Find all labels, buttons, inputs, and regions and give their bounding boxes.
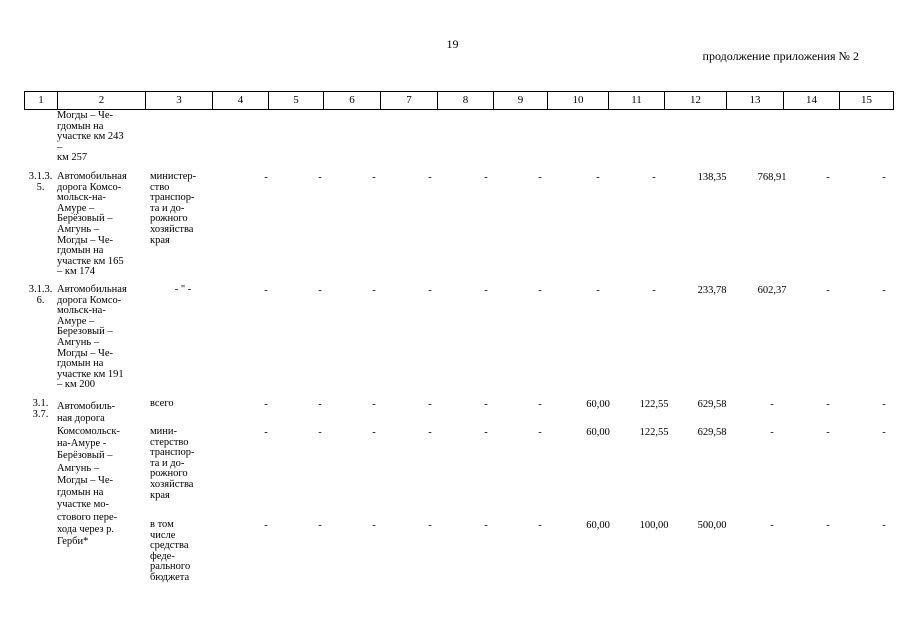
- cell-value: 768,91: [757, 172, 787, 183]
- col-header: 7: [381, 92, 438, 110]
- row-executor-line: мини-: [150, 426, 177, 437]
- cell-value: 60,00: [586, 399, 610, 410]
- cell-value: -: [372, 399, 376, 410]
- row-executor-line: транспор-: [150, 447, 195, 459]
- row-name-line: мольск-на-: [57, 305, 106, 317]
- cell-value: -: [826, 520, 830, 531]
- cell-value: 629,58: [697, 399, 727, 410]
- cell-value: -: [372, 172, 376, 183]
- cell-value: 122,55: [639, 427, 669, 438]
- row-name-line: дорога Комсо-: [57, 294, 122, 306]
- row-executor-line: числе: [150, 529, 176, 541]
- cell-value: -: [826, 285, 830, 296]
- cell-value: -: [538, 399, 542, 410]
- row-name-line: – км 200: [57, 379, 95, 391]
- row-name-line: участке км 165: [57, 255, 124, 267]
- cell-value: -: [538, 285, 542, 296]
- row-name-line: Могды – Че-: [57, 110, 113, 121]
- row-name-line: Берёзовый –: [57, 213, 113, 225]
- cell-value: 233,78: [697, 285, 727, 296]
- row-name-line: участке км 191: [57, 368, 124, 380]
- row-name-line: Амгунь –: [57, 224, 100, 235]
- row-executor-line: края: [150, 234, 170, 246]
- row-executor-line: транспор-: [150, 192, 195, 204]
- row-code: 3.7.: [32, 408, 49, 420]
- col-header: 4: [213, 92, 269, 110]
- cell-value: -: [484, 399, 488, 410]
- row-name-line: Амуре –: [57, 315, 95, 327]
- row-name-line: стового пере-: [57, 511, 118, 523]
- cell-value: -: [538, 427, 542, 438]
- cell-value: 100,00: [639, 520, 669, 531]
- cell-value: -: [318, 520, 322, 531]
- cell-value: -: [428, 285, 432, 296]
- col-header: 1: [25, 92, 58, 110]
- cell-value: 122,55: [639, 399, 669, 410]
- cell-value: -: [770, 427, 774, 438]
- row-code: 3.1.: [32, 398, 49, 409]
- row-name-line: хода через р.: [57, 524, 115, 535]
- row-executor-line: министер-: [150, 171, 197, 182]
- row-name-line: Амуре –: [57, 202, 95, 214]
- cell-value: -: [652, 285, 656, 296]
- row-name-line: Берёзовый –: [57, 450, 113, 462]
- cell-value: -: [428, 172, 432, 183]
- row-name-line: гдомын на: [57, 358, 104, 370]
- row-name-line: Автомобильная: [57, 284, 127, 295]
- row-name-line: ная дорога: [57, 413, 105, 425]
- col-header: 5: [269, 92, 324, 110]
- cell-value: -: [318, 285, 322, 296]
- cell-value: -: [264, 399, 268, 410]
- cell-value: -: [538, 520, 542, 531]
- row-executor-line: всего: [150, 398, 174, 409]
- row-code: 6.: [36, 294, 45, 306]
- row-code: 5.: [36, 181, 45, 193]
- cell-value: 602,37: [757, 285, 787, 296]
- cell-value: -: [372, 285, 376, 296]
- row-executor-line: бюджета: [150, 572, 190, 583]
- cell-value: -: [264, 427, 268, 438]
- row-name-line: – км 174: [57, 266, 95, 278]
- cell-value: -: [882, 520, 886, 531]
- row-name-line: Могды – Че-: [57, 234, 113, 246]
- cell-value: -: [484, 520, 488, 531]
- row-name-line: –: [57, 141, 63, 153]
- row-name-line: Комсомольск-: [57, 425, 120, 437]
- row-executor-line: та и до-: [150, 202, 185, 214]
- cell-value: -: [264, 172, 268, 183]
- row-code: 3.1.3.: [28, 284, 53, 295]
- cell-value: -: [770, 520, 774, 531]
- cell-value: -: [264, 520, 268, 531]
- cell-value: 60,00: [586, 427, 610, 438]
- cell-value: -: [826, 172, 830, 183]
- cell-value: -: [826, 427, 830, 438]
- cell-value: 138,35: [697, 172, 727, 183]
- row-name-line: км 257: [57, 152, 88, 164]
- row-name-line: гдомын на: [57, 120, 104, 132]
- col-header: 3: [146, 92, 213, 110]
- cell-value: -: [882, 427, 886, 438]
- cell-value: -: [538, 172, 542, 183]
- row-executor-line: феде-: [150, 550, 175, 562]
- col-header: 15: [840, 92, 894, 110]
- row-name-line: Могды – Че-: [57, 474, 113, 486]
- page-number: 19: [446, 37, 459, 51]
- row-code: 3.1.3.: [28, 171, 53, 182]
- row-name-line: на-Амуре -: [57, 437, 107, 449]
- continuation-label: продолжение приложения № 2: [702, 49, 859, 63]
- cell-value: -: [318, 399, 322, 410]
- col-header: 6: [324, 92, 381, 110]
- row-name-line: Герби*: [57, 536, 89, 548]
- row-name-line: Автомобиль-: [57, 401, 116, 412]
- cell-value: -: [596, 172, 600, 183]
- cell-value: -: [882, 172, 886, 183]
- row-name-line: участке км 243: [57, 131, 124, 143]
- column-header-row: [24, 91, 894, 110]
- col-header: 11: [609, 92, 665, 110]
- row-executor-line: рожного: [150, 213, 188, 225]
- row-executor-line: края: [150, 489, 170, 501]
- cell-value: -: [372, 427, 376, 438]
- col-header: 9: [494, 92, 548, 110]
- cell-value: -: [428, 399, 432, 410]
- row-executor-line: рального: [150, 561, 191, 573]
- cell-value: -: [882, 399, 886, 410]
- row-executor-line: в том: [150, 519, 174, 530]
- cell-value: -: [826, 399, 830, 410]
- row-executor-line: та и до-: [150, 457, 185, 469]
- row-executor-line: стерство: [150, 436, 189, 448]
- row-executor-line: хозяйства: [150, 224, 194, 235]
- row-name-line: гдомын на: [57, 245, 104, 257]
- col-header: 13: [727, 92, 784, 110]
- cell-value: -: [770, 399, 774, 410]
- cell-value: -: [264, 285, 268, 296]
- cell-value: -: [882, 285, 886, 296]
- row-name-line: Амгунь –: [57, 337, 100, 348]
- row-name-line: Березовый –: [57, 326, 113, 338]
- row-executor-line: ство: [150, 181, 170, 193]
- cell-value: -: [318, 172, 322, 183]
- row-name-line: Автомобильная: [57, 171, 127, 182]
- cell-value: -: [596, 285, 600, 296]
- col-header: 14: [784, 92, 840, 110]
- row-executor-line: хозяйства: [150, 479, 194, 490]
- col-header: 8: [438, 92, 494, 110]
- row-executor-line: рожного: [150, 468, 188, 480]
- cell-value: -: [428, 520, 432, 531]
- row-name-line: мольск-на-: [57, 192, 106, 204]
- col-header: 2: [58, 92, 146, 110]
- col-header: 10: [548, 92, 609, 110]
- cell-value: -: [484, 285, 488, 296]
- row-name-line: Могды – Че-: [57, 347, 113, 359]
- cell-value: -: [652, 172, 656, 183]
- row-name-line: дорога Комсо-: [57, 181, 122, 193]
- row-executor-line: средства: [150, 540, 189, 552]
- row-name-line: Амгунь –: [57, 462, 100, 474]
- cell-value: -: [372, 520, 376, 531]
- cell-value: 629,58: [697, 427, 727, 438]
- cell-value: 60,00: [586, 520, 610, 531]
- col-header: 12: [665, 92, 727, 110]
- cell-value: 500,00: [697, 520, 727, 531]
- row-name-line: гдомын на: [57, 487, 104, 499]
- row-name-line: участке мо-: [57, 499, 109, 511]
- row-executor-line: - " -: [174, 284, 192, 295]
- cell-value: -: [428, 427, 432, 438]
- cell-value: -: [318, 427, 322, 438]
- cell-value: -: [484, 172, 488, 183]
- cell-value: -: [484, 427, 488, 438]
